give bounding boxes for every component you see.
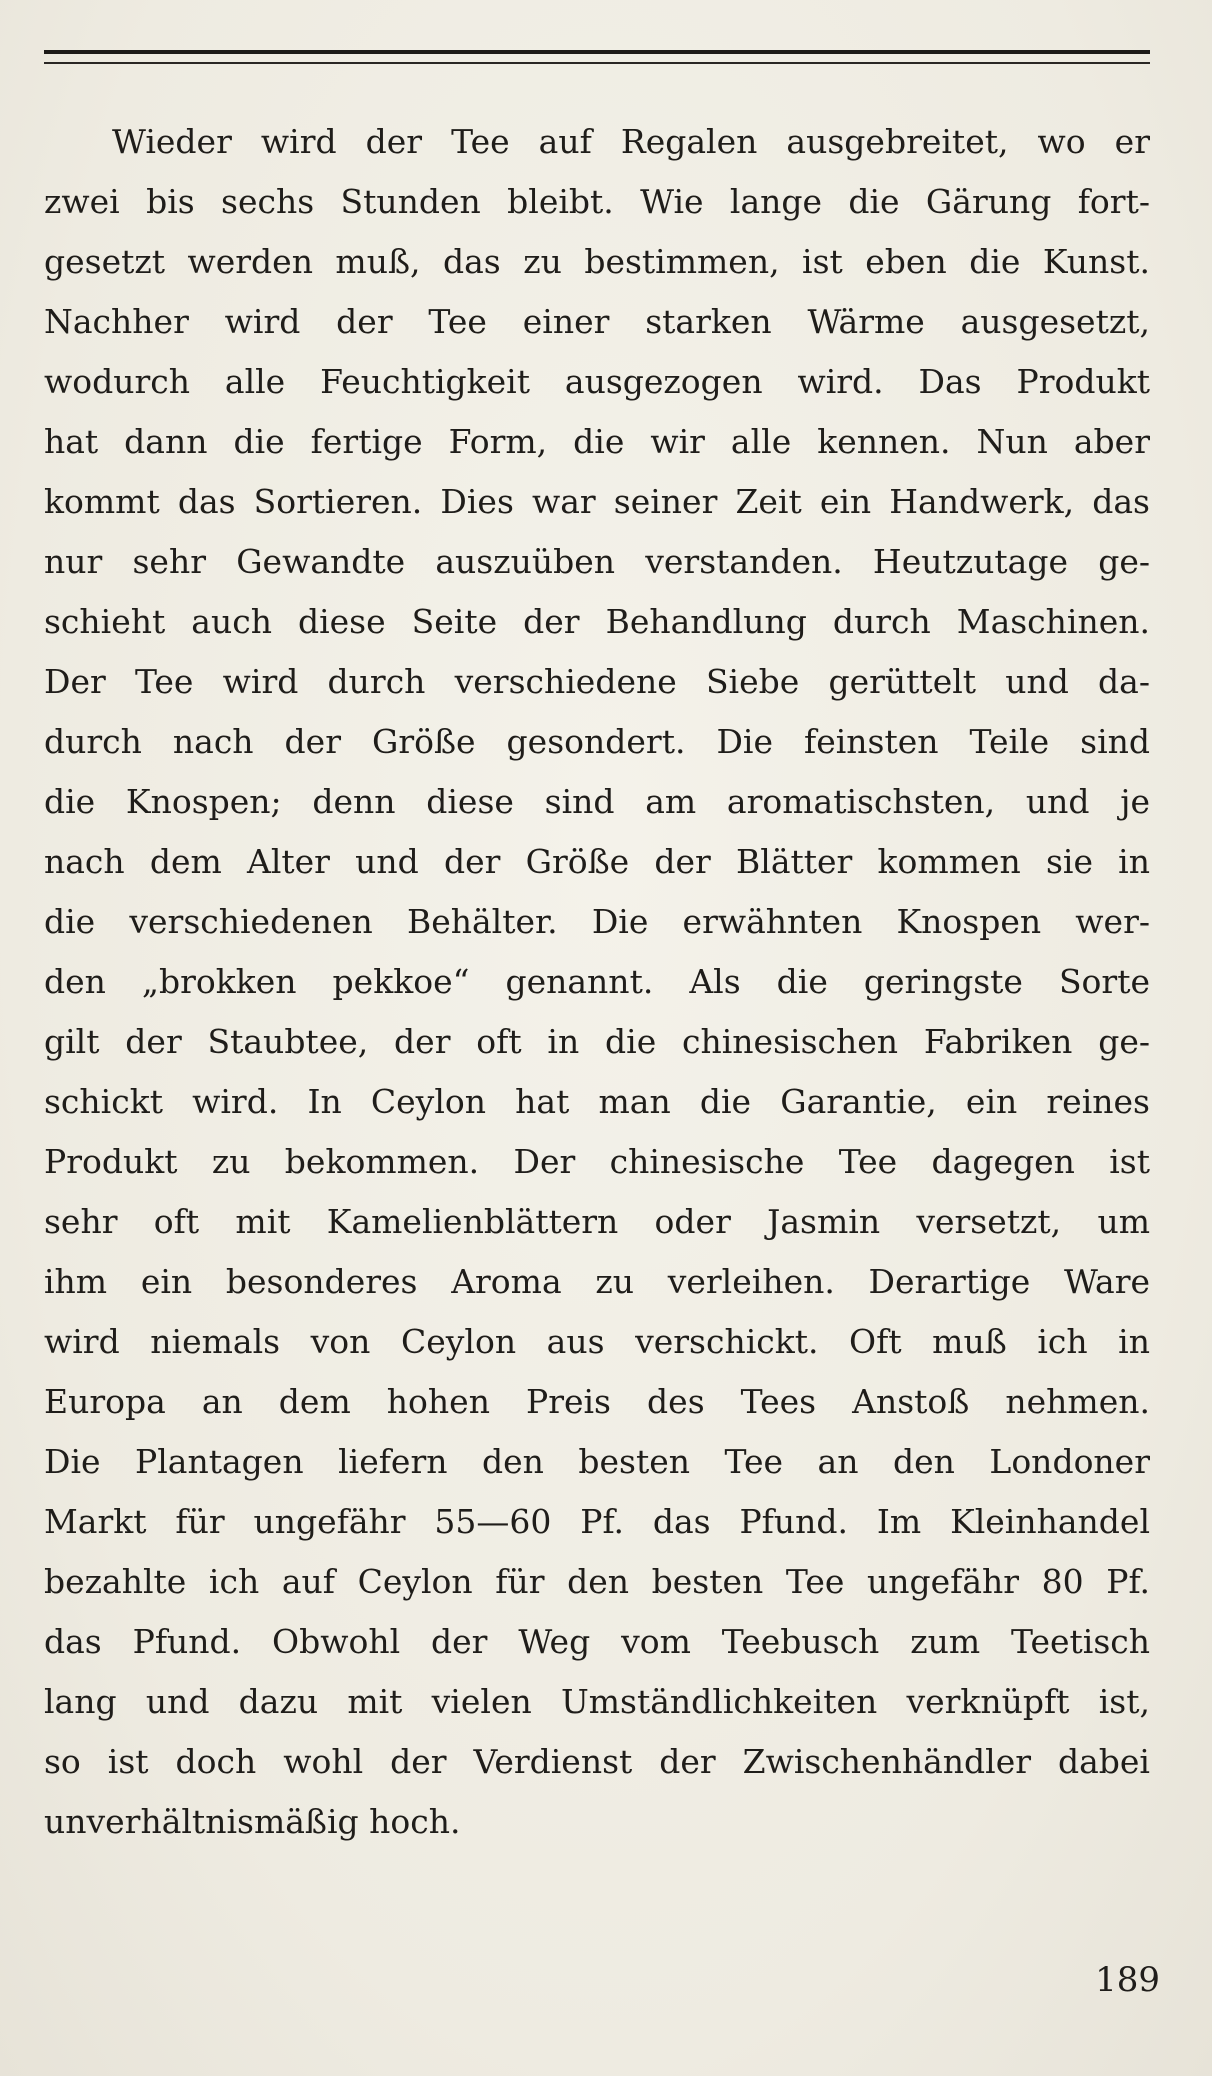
text-line: Produkt zu bekommen. Der chinesische Tee dagegen ist <box>44 1142 1150 1181</box>
text-line: Nachher wird der Tee einer starken Wärme ausgesetzt, <box>44 302 1150 341</box>
text-line: schickt wird. In Ceylon hat man die Garantie, ein reines <box>44 1082 1150 1121</box>
text-line: Europa an dem hohen Preis des Tees Anstoß nehmen. <box>44 1382 1150 1421</box>
header-rule-thick <box>44 50 1150 54</box>
text-line: kommt das Sortieren. Dies war seiner Zeit ein Handwerk, das <box>44 482 1150 521</box>
text-line: hat dann die fertige Form, die wir alle kennen. Nun aber <box>44 422 1150 461</box>
text-line: gilt der Staubtee, der oft in die chinesischen Fabriken ge- <box>44 1022 1150 1061</box>
text-line: Die Plantagen liefern den besten Tee an den Londoner <box>44 1442 1150 1481</box>
text-line: unverhältnismäßig hoch. <box>44 1802 461 1841</box>
text-line: schieht auch diese Seite der Behandlung durch Maschinen. <box>44 602 1150 641</box>
text-line: nur sehr Gewandte auszuüben verstanden. Heutzutage ge- <box>44 542 1150 581</box>
text-line: Markt für ungefähr 55—60 Pf. das Pfund. Im Kleinhandel <box>44 1502 1150 1541</box>
body-paragraph <box>44 112 1150 1852</box>
text-line: Wieder wird der Tee auf Regalen ausgebreitet, wo er <box>112 122 1150 161</box>
text-line: durch nach der Größe gesondert. Die feinsten Teile sind <box>44 722 1150 761</box>
text-line: Der Tee wird durch verschiedene Siebe gerüttelt und da- <box>44 662 1150 701</box>
text-line: wodurch alle Feuchtigkeit ausgezogen wird. Das Produkt <box>44 362 1150 401</box>
text-line: so ist doch wohl der Verdienst der Zwischenhändler dabei <box>44 1742 1150 1781</box>
header-rule-thin <box>44 62 1150 64</box>
text-line: bezahlte ich auf Ceylon für den besten Tee ungefähr 80 Pf. <box>44 1562 1150 1601</box>
text-line: lang und dazu mit vielen Umständlichkeiten verknüpft ist, <box>44 1682 1150 1721</box>
text-line: das Pfund. Obwohl der Weg vom Teebusch zum Teetisch <box>44 1622 1150 1661</box>
text-line: zwei bis sechs Stunden bleibt. Wie lange die Gärung fort- <box>44 182 1150 221</box>
text-line: die Knospen; denn diese sind am aromatischsten, und je <box>44 782 1150 821</box>
text-line: gesetzt werden muß, das zu bestimmen, ist eben die Kunst. <box>44 242 1150 281</box>
page-number: 189 <box>1095 1960 1160 2000</box>
text-line: sehr oft mit Kamelienblättern oder Jasmin versetzt, um <box>44 1202 1150 1241</box>
text-line: wird niemals von Ceylon aus verschickt. Oft muß ich in <box>44 1322 1150 1361</box>
text-line: die verschiedenen Behälter. Die erwähnten Knospen wer- <box>44 902 1150 941</box>
text-line: ihm ein besonderes Aroma zu verleihen. Derartige Ware <box>44 1262 1150 1301</box>
text-line: nach dem Alter und der Größe der Blätter kommen sie in <box>44 842 1150 881</box>
text-line: den „brokken pekkoe“ genannt. Als die geringste Sorte <box>44 962 1150 1001</box>
